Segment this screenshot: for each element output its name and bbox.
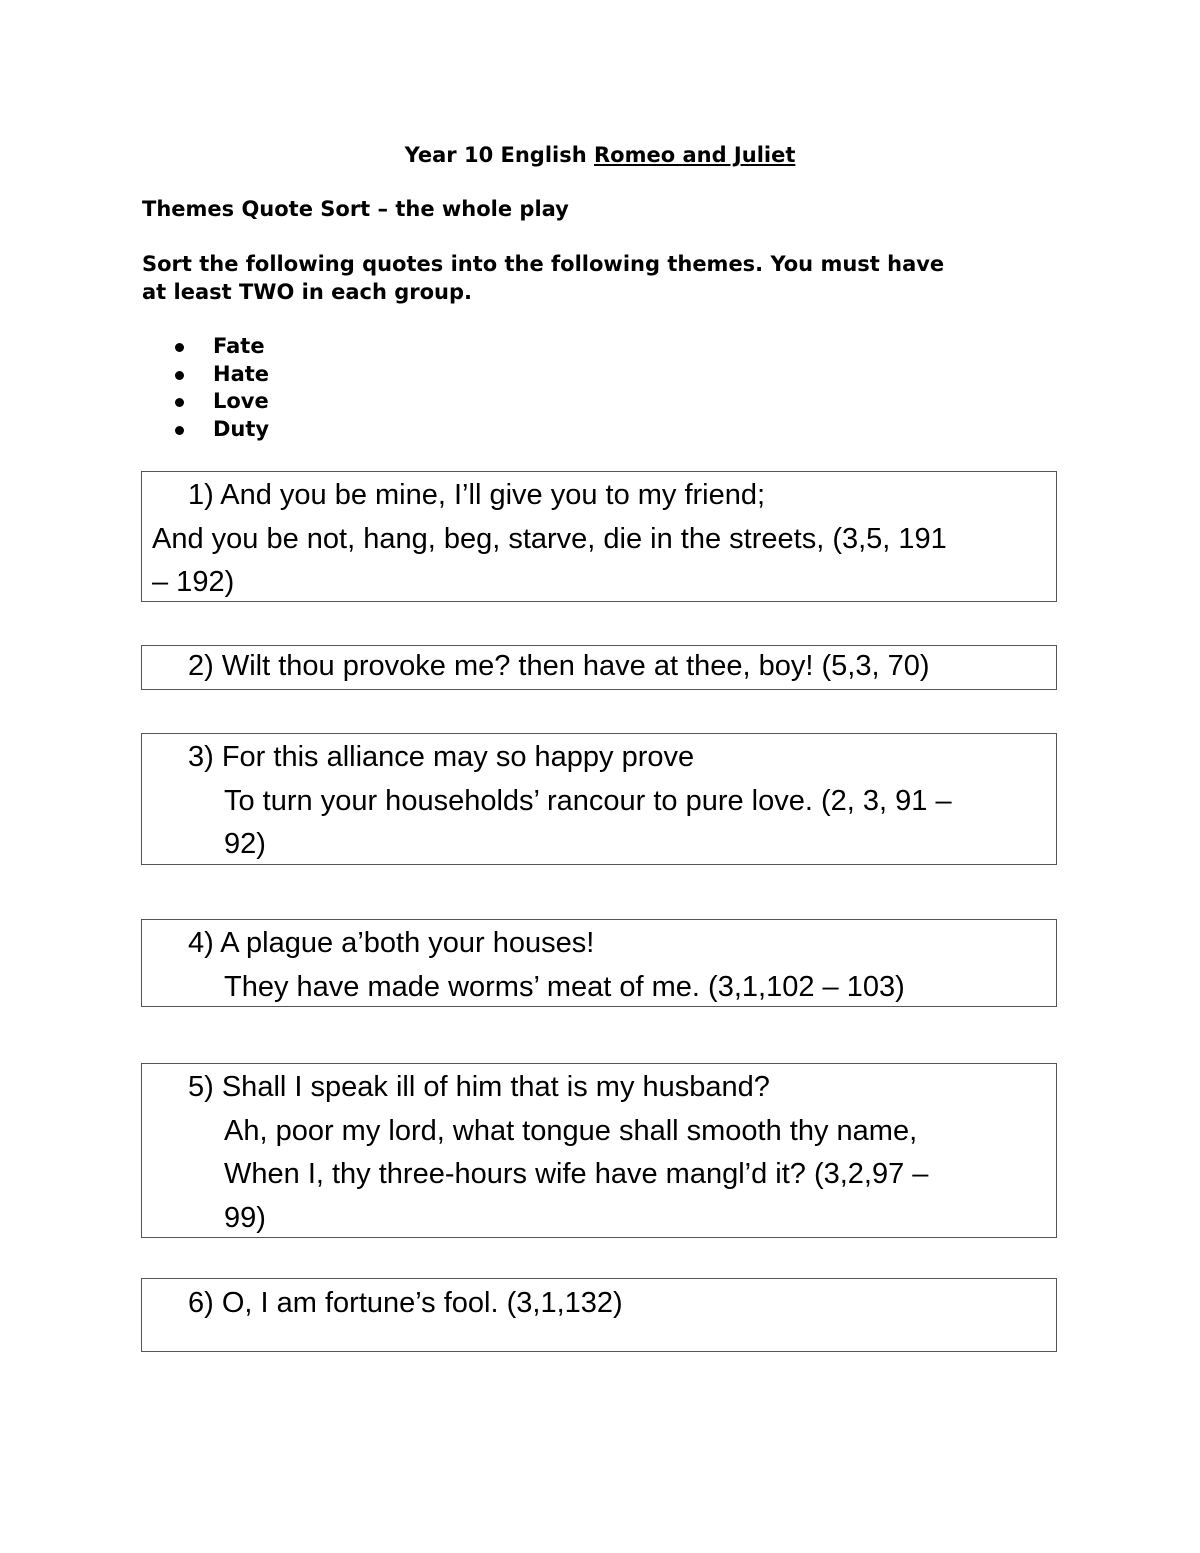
quote-line: 92) (224, 828, 266, 860)
title-prefix: Year 10 English (404, 143, 594, 167)
instructions (142, 250, 1052, 306)
quote-line: And you be not, hang, beg, starve, die in the streets, (3,5, 191 (152, 522, 947, 555)
quote-line: 6) O, I am fortune’s fool. (3,1,132) (188, 1287, 623, 1319)
quote-line: 1) And you be mine, I’ll give you to my friend; (188, 479, 766, 511)
quote-line: 3) For this alliance may so happy prove (188, 741, 695, 773)
bullet-icon (175, 426, 184, 435)
quote-line: 2) Wilt thou provoke me? then have at thee, boy! (5,3, 70) (188, 650, 930, 682)
quote-box-4 (141, 919, 1057, 1007)
quote-line: 4) A plague a’both your houses! (188, 927, 595, 959)
quote-line: – 192) (152, 566, 235, 598)
bullet-icon (175, 343, 184, 352)
page-title (0, 140, 1200, 170)
quote-line: Ah, poor my lord, what tongue shall smooth thy name, (224, 1114, 918, 1147)
title-play-name: Romeo and Juliet (594, 143, 796, 167)
quote-line: They have made worms’ meat of me. (3,1,102 – 103) (224, 970, 905, 1003)
quote-line: 5) Shall I speak ill of him that is my husband? (188, 1071, 770, 1103)
theme-item (142, 361, 269, 389)
theme-item (142, 416, 269, 444)
themes-list (142, 333, 269, 443)
quote-line: 99) (224, 1201, 266, 1234)
quote-line: When I, thy three-hours wife have mangl’d it? (3,2,97 – (224, 1158, 929, 1190)
theme-label: Hate (213, 361, 270, 386)
instructions-line-1: Sort the following quotes into the following themes. You must have (142, 252, 945, 276)
theme-label: Love (213, 389, 269, 413)
theme-item (142, 388, 269, 416)
instructions-line-2: at least TWO in each group. (142, 280, 472, 304)
theme-label: Duty (213, 416, 270, 441)
theme-label: Fate (213, 334, 265, 358)
theme-item (142, 333, 269, 361)
quote-box-2 (141, 645, 1057, 690)
quote-box-6 (141, 1278, 1057, 1352)
quote-box-3 (141, 733, 1057, 865)
bullet-icon (175, 371, 184, 380)
bullet-icon (175, 398, 184, 407)
worksheet-subtitle: Themes Quote Sort – the whole play (142, 197, 569, 221)
quote-box-1 (141, 471, 1057, 602)
quote-box-5 (141, 1063, 1057, 1238)
quote-line: To turn your households’ rancour to pure love. (2, 3, 91 – (224, 784, 952, 817)
